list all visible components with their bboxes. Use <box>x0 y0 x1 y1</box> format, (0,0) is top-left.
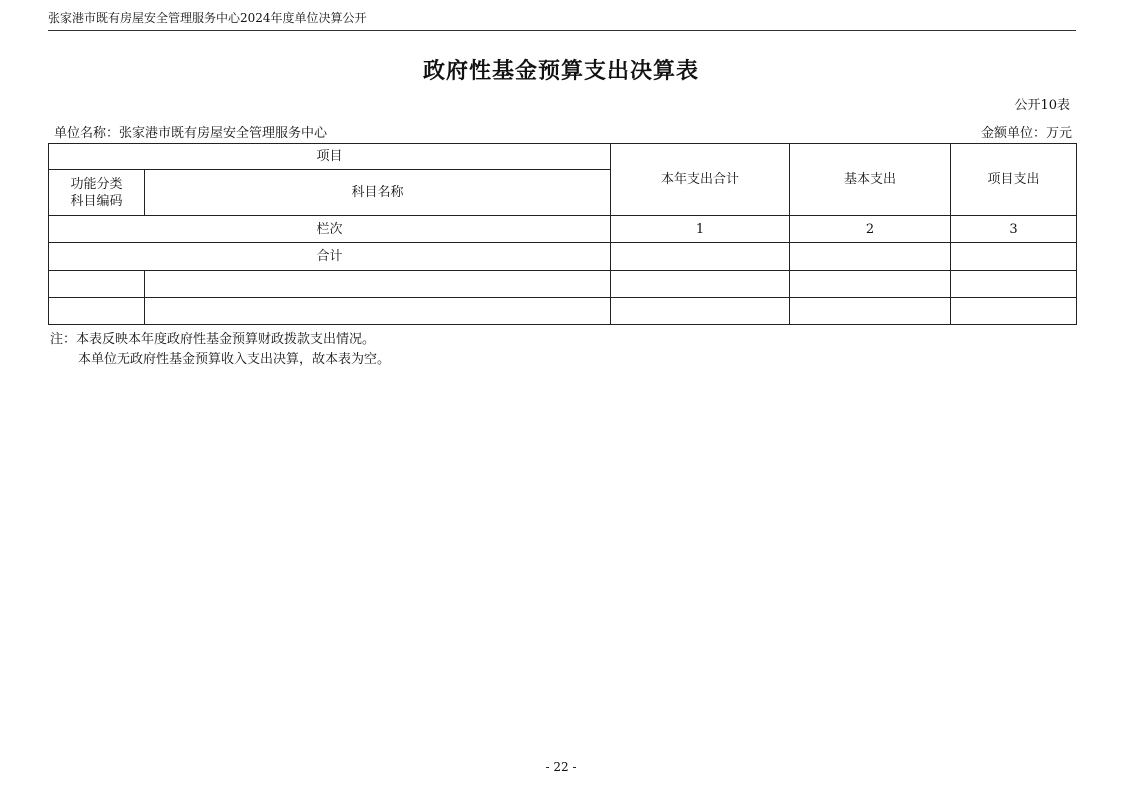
unit-name: 单位名称：张家港市既有房屋安全管理服务中心 <box>54 126 328 141</box>
cell-basic <box>790 271 951 298</box>
header-total-expenditure: 本年支出合计 <box>611 144 790 216</box>
amount-unit: 金额单位：万元 <box>980 126 1072 141</box>
expenditure-table <box>48 143 1077 325</box>
note-line-1: 注：本表反映本年度政府性基金预算财政拨款支出情况。 <box>50 332 376 347</box>
column-number-3: 3 <box>951 216 1077 243</box>
header-function-code: 功能分类 科目编码 <box>49 170 145 216</box>
column-number-1: 1 <box>611 216 790 243</box>
header-project: 项目 <box>49 144 611 170</box>
column-number-label: 栏次 <box>49 216 611 243</box>
notes-section <box>50 330 390 370</box>
page-title: 政府性基金预算支出决算表 <box>422 59 699 84</box>
cell-code <box>49 298 145 325</box>
total-label: 合计 <box>49 243 611 271</box>
form-number: 公开10表 <box>1014 98 1070 113</box>
note-line-2: 本单位无政府性基金预算收入支出决算，故本表为空。 <box>78 352 391 367</box>
total-value-3 <box>951 243 1077 271</box>
total-value-2 <box>790 243 951 271</box>
table-row <box>49 298 1077 325</box>
header-project-expenditure: 项目支出 <box>951 144 1077 216</box>
cell-project <box>951 271 1077 298</box>
cell-total <box>611 271 790 298</box>
cell-basic <box>790 298 951 325</box>
header-basic-expenditure: 基本支出 <box>790 144 951 216</box>
cell-code <box>49 271 145 298</box>
table-header-row <box>49 144 1077 170</box>
column-number-2: 2 <box>790 216 951 243</box>
unit-info-row <box>54 122 1072 141</box>
total-value-1 <box>611 243 790 271</box>
table-row <box>49 271 1077 298</box>
header-subject-name: 科目名称 <box>145 170 611 216</box>
cell-subject <box>145 271 611 298</box>
table-row-column-numbers <box>49 216 1077 243</box>
table-row-total <box>49 243 1077 271</box>
cell-project <box>951 298 1077 325</box>
cell-total <box>611 298 790 325</box>
page-header: 张家港市既有房屋安全管理服务中心2024年度单位决算公开 <box>48 10 1076 31</box>
page-number: - 22 - <box>545 760 577 774</box>
cell-subject <box>145 298 611 325</box>
